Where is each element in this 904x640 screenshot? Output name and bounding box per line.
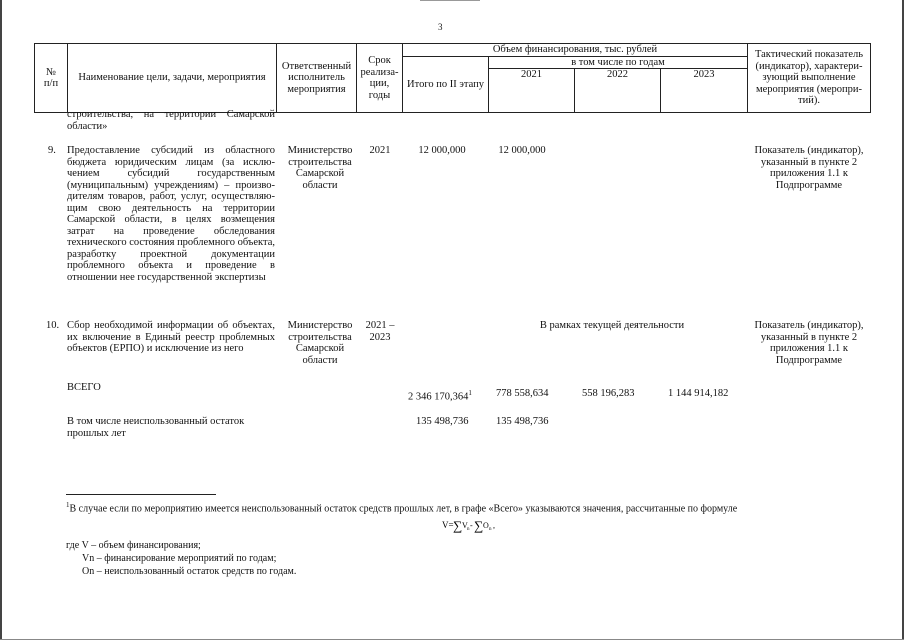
remainder-label: В том числе неиспользованный остаток прошлых лет: [67, 416, 245, 439]
page-number: 3: [438, 22, 443, 32]
svg-text:V: V: [462, 521, 468, 530]
svg-text:n: n: [467, 527, 470, 532]
row-10-num: 10.: [46, 320, 60, 331]
row-10-name: Сбор необходимой информации об объектах, их включение в Единый реестр проблемных объектов (ЕРПО) и исключение из него: [67, 320, 275, 354]
footnote-where: где V – объем финансирования;: [66, 540, 201, 551]
total-footnote-marker: 1: [468, 389, 472, 397]
footnote-separator: [66, 494, 216, 495]
svg-text:O: O: [483, 521, 489, 530]
total-value-number: 2 346 170,364: [408, 391, 469, 403]
header-total: Итого по II этапу: [403, 56, 489, 113]
svg-text:,: ,: [493, 521, 495, 530]
footnote-on: On – неиспользованный остаток средств по годам.: [82, 566, 297, 577]
row-9-name: Предоставление субсидий из областного бюджета юридическим лицам (за исклю-чением субсидий государственным (муниципальным) учреждениям) – произво-дителям товаров, работ, услуг, осуществляю-щим свою деятельность на территории Самарской области, в целях возмещения затрат на проведение обследования технического состояния проблемного объекта, разработку проектной документации проблемного объекта и проведение в отношении нее государственной экспертизы: [67, 145, 275, 283]
svg-text:n: n: [489, 527, 492, 532]
svg-text:-: -: [470, 521, 473, 530]
header-year-2022: 2022: [575, 69, 661, 113]
header-term: Срок реализа-ции, годы: [357, 44, 403, 113]
footnote-marker: 1: [66, 501, 70, 509]
footnote-vn: Vn – финансирование мероприятий по годам;: [82, 553, 277, 564]
svg-text:V=: V=: [442, 520, 454, 530]
formula-svg: [440, 512, 500, 538]
header-by-years: в том числе по годам: [489, 56, 748, 69]
row-9-2021: 12 000,000: [498, 145, 546, 156]
page-border-top: [420, 0, 480, 1]
carry-text: строительства, на территории Самарской области»: [67, 109, 275, 132]
header-indicator: Тактический показатель (индикатор), характери-зующий выполнение мероприятия (меропри-тий).: [748, 44, 871, 113]
formula-image: [440, 512, 500, 538]
footnote-body: В случае если по мероприятию имеется неиспользованный остаток средств прошлых лет, в графе «Всего» указываются значения, рассчитанные по формуле: [69, 503, 738, 515]
footnote-text: [66, 500, 786, 515]
header-executor: Ответственный исполнитель мероприятия: [277, 44, 357, 113]
svg-text:∑: ∑: [474, 518, 484, 533]
total-2021: 778 558,634: [496, 388, 549, 399]
row-10-term: 2021 – 2023: [365, 320, 395, 343]
row-10-executor: Министерство строительства Самарской области: [287, 320, 353, 366]
row-10-indicator: Показатель (индикатор), указанный в пункте 2 приложения 1.1 к Подпрограмме: [754, 320, 864, 366]
row-9-term: 2021: [369, 145, 391, 156]
total-value: [408, 388, 472, 403]
header-financing: Объем финансирования, тыс. рублей: [403, 44, 748, 57]
header-name: Наименование цели, задачи, мероприятия: [68, 44, 277, 113]
row-9-total: 12 000,000: [418, 145, 466, 156]
total-label: ВСЕГО: [67, 382, 101, 393]
header-year-2021: 2021: [489, 69, 575, 113]
total-2023: 1 144 914,182: [668, 388, 729, 399]
row-9-executor: Министерство строительства Самарской области: [287, 145, 353, 191]
remainder-2021: 135 498,736: [496, 416, 549, 427]
row-9-num: 9.: [48, 145, 56, 156]
row-9-indicator: Показатель (индикатор), указанный в пункте 2 приложения 1.1 к Подпрограмме: [754, 145, 864, 191]
page-border-left: [0, 0, 2, 640]
remainder-total: 135 498,736: [416, 416, 469, 427]
total-2022: 558 196,283: [582, 388, 635, 399]
header-num: № п/п: [35, 44, 68, 113]
table-header: [34, 43, 871, 113]
row-10-financing-note: В рамках текущей деятельности: [539, 320, 685, 331]
header-year-2023: 2023: [661, 69, 748, 113]
svg-text:∑: ∑: [453, 518, 463, 533]
